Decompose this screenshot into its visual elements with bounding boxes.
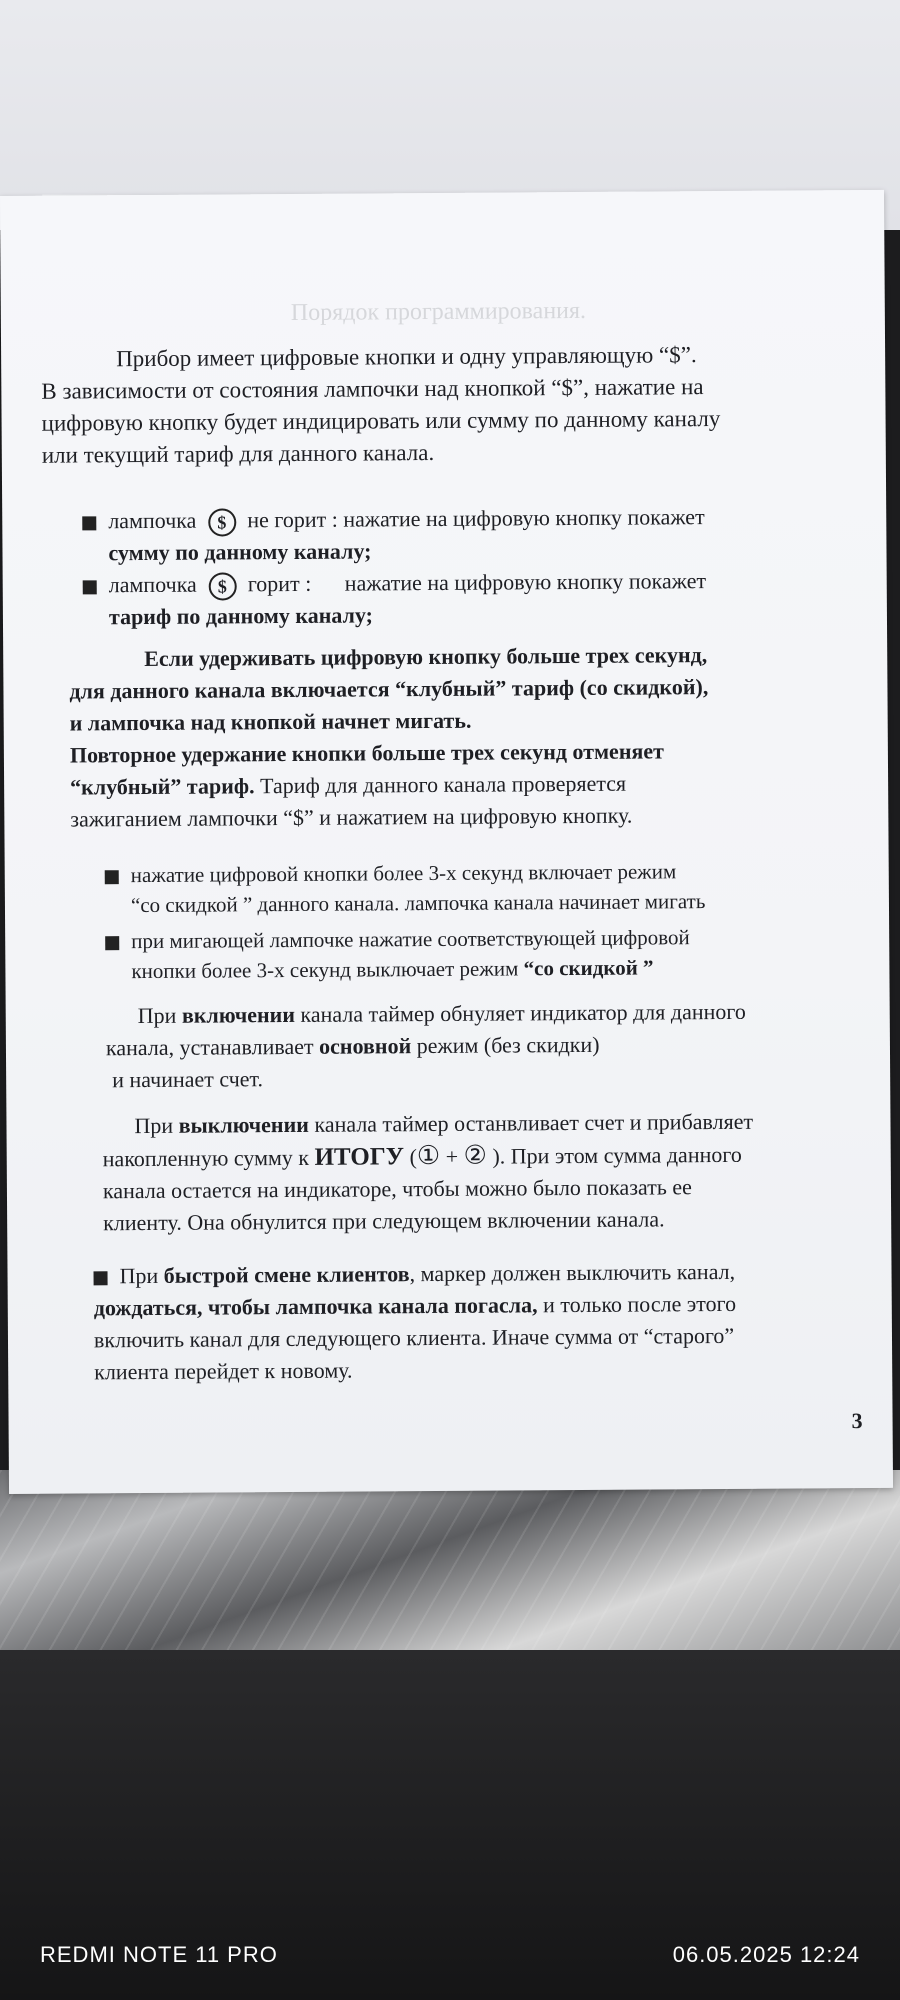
channel-on-paragraph — [106, 995, 887, 1096]
circled-one-icon: ① — [416, 1140, 441, 1171]
text: При — [137, 1002, 182, 1029]
bullet-square — [105, 936, 119, 950]
bullet-square — [83, 580, 97, 594]
text: При — [119, 1262, 164, 1289]
lamp-result-on: тариф по данному каналу; — [108, 602, 374, 630]
table-surface — [0, 1470, 900, 1660]
camera-timestamp: 06.05.2025 12:24 — [672, 1942, 860, 1967]
text: накопленную сумму к — [102, 1144, 315, 1172]
document-page — [0, 190, 893, 1494]
lamp-state: не горит : — [247, 506, 338, 533]
bold-text: основной — [318, 1033, 412, 1059]
intro-paragraph — [41, 338, 872, 472]
club-line-2: для данного канала включается “клубный” тариф (со скидкой), — [69, 674, 709, 704]
intro-line-3: цифровую кнопку будет индицировать или сумму по данному каналу — [41, 405, 721, 436]
bold-text: выключении — [178, 1111, 309, 1138]
discount-line: кнопки более 3-х секунд выключает режим — [131, 956, 524, 984]
text: , маркер должен выключить канал, — [409, 1258, 736, 1287]
discount-mode-list — [105, 855, 886, 986]
club-bold: “клубный” тариф. — [70, 773, 255, 800]
lamp-state: горит : — [247, 570, 312, 597]
bold-text: быстрой смене клиентов — [163, 1261, 410, 1288]
text: + — [440, 1143, 464, 1169]
bullet-square — [105, 870, 119, 884]
text: канала таймер обнуляет индикатор для данного — [294, 998, 746, 1027]
text: и только после этого — [537, 1290, 737, 1318]
camera-watermark: REDMI NOTE 11 PRO — [40, 1942, 278, 1967]
total-label: ИТОГУ — [314, 1143, 405, 1171]
bold-text: дождаться, чтобы лампочка канала погасла, — [93, 1292, 538, 1321]
text: канала остается на индикаторе, чтобы можно было показать ее — [102, 1174, 692, 1204]
lamp-action: нажатие на цифровую кнопку покажет — [344, 568, 707, 596]
discount-line: при мигающей лампочке нажатие соответствующей цифровой — [131, 925, 690, 954]
lamp-word: лампочка — [108, 507, 197, 534]
club-tariff-paragraph — [69, 638, 880, 836]
lamp-action: нажатие на цифровую кнопку покажет — [343, 504, 705, 532]
club-line-1: Если удерживать цифровую кнопку больше трех секунд, — [144, 642, 708, 672]
text: ). При этом сумма данного — [486, 1141, 742, 1169]
text: канала таймер останвливает счет и прибавляет — [308, 1108, 754, 1137]
text: ( — [403, 1144, 417, 1170]
lamp-state-list — [82, 500, 873, 634]
fast-change-paragraph — [93, 1255, 894, 1389]
discount-item-on — [105, 855, 885, 920]
lamp-word: лампочка — [108, 571, 197, 598]
dollar-lamp-icon: $ — [208, 508, 236, 536]
intro-line-1: Прибор имеет цифровые кнопки и одну управляющую “$”. — [116, 342, 697, 372]
club-line-6: зажиганием лампочки “$” и нажатием на цифровую кнопку. — [70, 802, 633, 832]
bullet-square — [94, 1271, 108, 1285]
discount-line: нажатие цифровой кнопки более 3-х секунд включает режим — [130, 859, 677, 888]
bold-text: включении — [181, 1001, 296, 1028]
discount-line: “со скидкой ” данного канала. лампочка канала начинает мигать — [130, 889, 706, 918]
text: При — [134, 1112, 179, 1139]
club-line-3: и лампочка над кнопкой начнет мигать. — [69, 707, 472, 736]
page-number: 3 — [851, 1408, 863, 1434]
text: клиента перейдет к новому. — [94, 1357, 353, 1385]
text: канала, устанавливает — [105, 1033, 320, 1061]
text: клиенту. Она обнулится при следующем включении канала. — [103, 1206, 665, 1236]
text: включить канал для следующего клиента. Иначе сумма от “старого” — [93, 1322, 735, 1353]
discount-bold: “со скидкой ” — [523, 955, 654, 981]
bullet-square — [82, 516, 96, 530]
dollar-lamp-icon: $ — [208, 572, 236, 600]
intro-line-2: В зависимости от состояния лампочки над кнопкой “$”, нажатие на — [41, 374, 704, 404]
club-rest: Тариф для данного канала проверяется — [254, 770, 627, 799]
lamp-result-off: сумму по данному каналу; — [108, 538, 372, 566]
intro-line-4: или текущий тариф для данного канала. — [41, 439, 435, 468]
text: режим (без скидки) — [411, 1031, 600, 1059]
text: и начинает счет. — [112, 1066, 264, 1093]
bleed-through-heading: Порядок программирования. — [290, 297, 587, 326]
circled-two-icon: ② — [463, 1140, 488, 1170]
channel-off-paragraph — [102, 1105, 893, 1240]
club-line-4: Повторное удержание кнопки больше трех секунд отменяет — [69, 738, 665, 768]
discount-item-off — [105, 921, 885, 986]
